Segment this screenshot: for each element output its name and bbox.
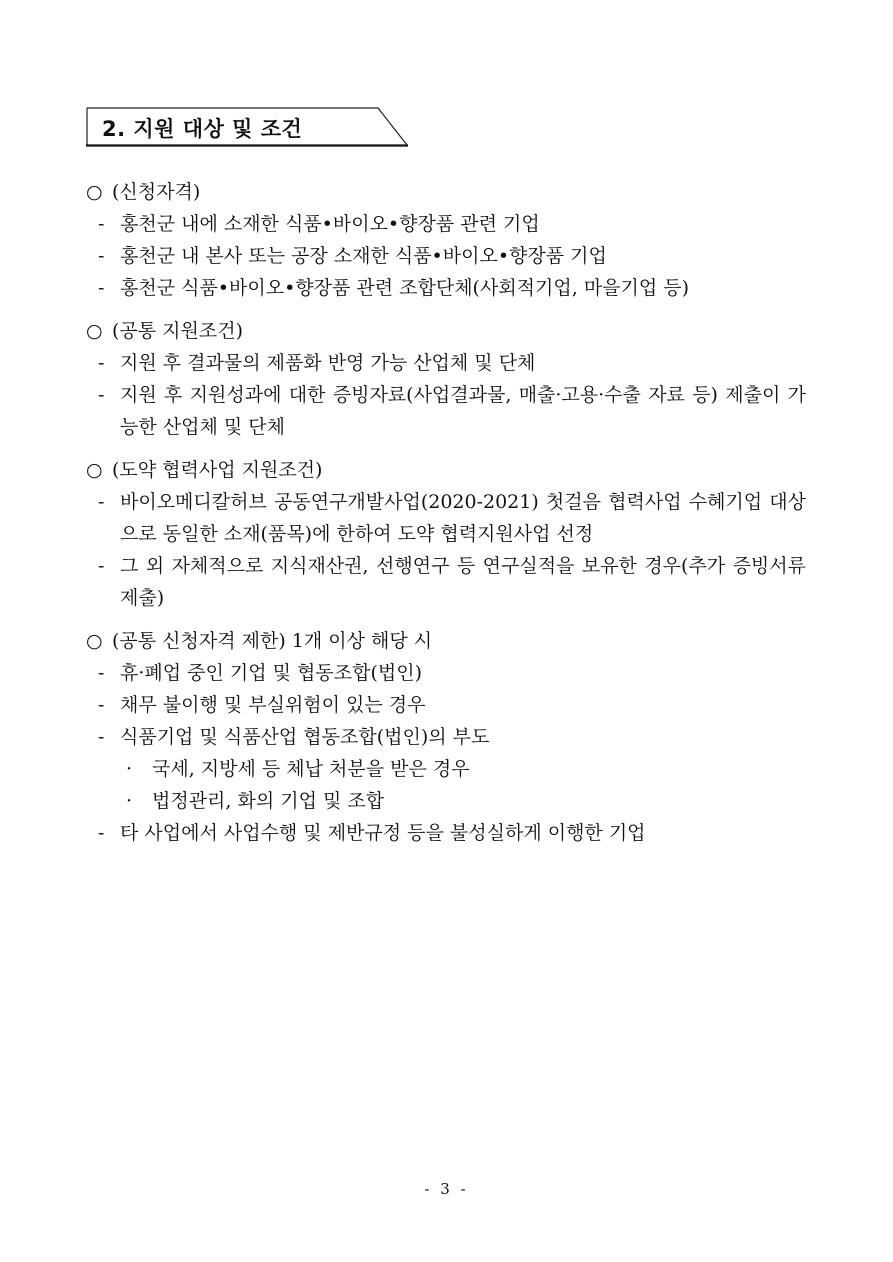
list-item: - 홍천군 식품•바이오•향장품 관련 조합단체(사회적기업, 마을기업 등) <box>98 277 690 299</box>
circle-bullet: ○ <box>86 459 103 481</box>
list-item: - 바이오메디칼허브 공동연구개발사업(2020-2021) 첫걸음 협력사업 수혜기업 대상으로 동일한 소재(품목)에 한하여 도약 협력지원사업 선정 <box>98 491 806 545</box>
sub-list-item: · 법정관리, 화의 기업 및 조합 <box>126 790 385 812</box>
list-item: - 식품기업 및 식품산업 협동조합(법인)의 부도 <box>98 726 490 748</box>
section-title: 2. 지원 대상 및 조건 <box>102 117 303 141</box>
group-heading: ○ (공통 지원조건) <box>86 315 806 347</box>
group-eligibility <box>86 176 806 304</box>
group-restrictions <box>86 625 806 849</box>
list-item: - 채무 불이행 및 부실위험이 있는 경우 <box>98 694 426 716</box>
list-item: - 홍천군 내에 소재한 식품•바이오•향장품 관련 기업 <box>98 213 540 235</box>
sub-list-item: · 국세, 지방세 등 체납 처분을 받은 경우 <box>126 758 470 780</box>
group-common-conditions <box>86 315 806 443</box>
group-heading: ○ (신청자격) <box>86 176 806 208</box>
list-item: - 홍천군 내 본사 또는 공장 소재한 식품•바이오•향장품 기업 <box>98 245 607 267</box>
circle-bullet: ○ <box>86 320 103 342</box>
circle-bullet: ○ <box>86 630 103 652</box>
group-heading: ○ (도약 협력사업 지원조건) <box>86 454 806 486</box>
document-body <box>86 176 806 860</box>
group-heading: ○ (공통 신청자격 제한) 1개 이상 해당 시 <box>86 625 806 657</box>
list-item: - 지원 후 결과물의 제품화 반영 가능 산업체 및 단체 <box>98 352 536 374</box>
group-leap-conditions <box>86 454 806 614</box>
list-item: - 그 외 자체적으로 지식재산권, 선행연구 등 연구실적을 보유한 경우(추가 증빙서류 제출) <box>98 555 806 609</box>
list-item: - 지원 후 지원성과에 대한 증빙자료(사업결과물, 매출·고용·수출 자료 등) 제출이 가능한 산업체 및 단체 <box>98 384 806 438</box>
list-item: - 타 사업에서 사업수행 및 제반규정 등을 불성실하게 이행한 기업 <box>98 822 646 844</box>
list-item: - 휴·폐업 중인 기업 및 협동조합(법인) <box>98 662 422 684</box>
circle-bullet: ○ <box>86 181 103 203</box>
section-header <box>86 107 408 147</box>
page-number: - 3 - <box>424 1180 469 1198</box>
